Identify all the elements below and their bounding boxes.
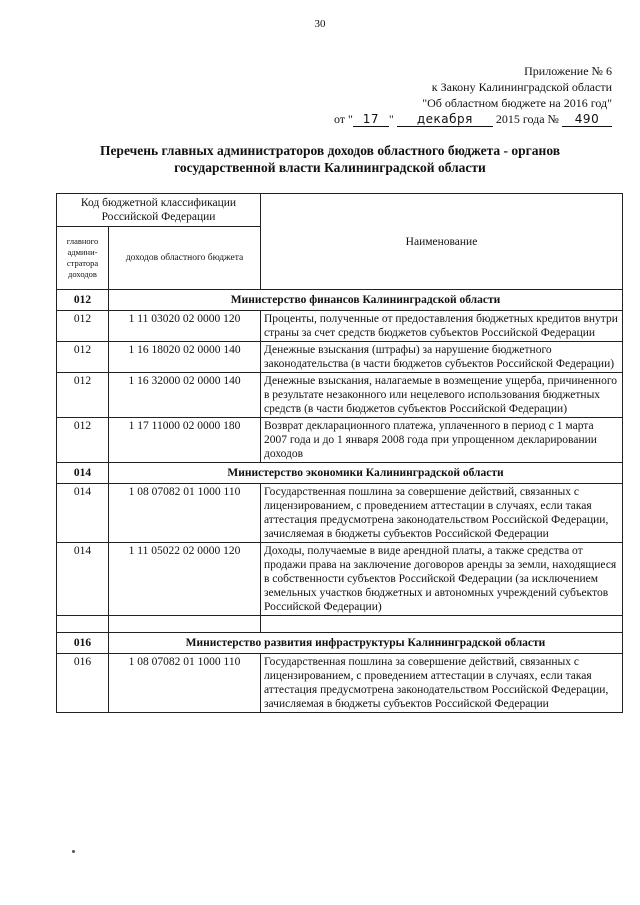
date-year: 2015 года № <box>495 112 559 126</box>
title-line-1: Перечень главных администраторов доходов областного бюджета - органов <box>99 143 561 158</box>
group-code: 014 <box>57 463 109 484</box>
header-name: Наименование <box>261 194 623 290</box>
administrators-table <box>56 193 623 713</box>
appendix-number: Приложение № 6 <box>524 64 612 78</box>
income-name-cell: Доходы, получаемые в виде арендной платы, а также средства от продажи права на заключение договоров аренды за земли, находящиеся в собственности субъектов Российской Федерации (за исключением земельных участков бюджетных и автономных учреждений субъектов Российской Федерации) <box>261 543 623 616</box>
income-name-cell: Возврат декларационного платежа, уплаченного в период с 1 марта 2007 года и до 1 января 2008 года при упрощенном декларировании доходов <box>261 418 623 463</box>
date-mid: " <box>388 112 394 126</box>
table-row <box>57 373 623 418</box>
admin-code-cell: 014 <box>57 484 109 543</box>
income-code-cell: 1 16 18020 02 0000 140 <box>109 342 261 373</box>
date-month: декабря <box>397 113 493 127</box>
spacer-cell <box>261 616 623 633</box>
group-code: 012 <box>57 290 109 311</box>
admin-code-cell: 012 <box>57 311 109 342</box>
date-day: 17 <box>353 113 389 127</box>
appendix-law: к Закону Калининградской области <box>431 80 612 94</box>
income-code-cell: 1 11 03020 02 0000 120 <box>109 311 261 342</box>
admin-code-cell: 016 <box>57 654 109 713</box>
admin-code-cell: 014 <box>57 543 109 616</box>
table-row <box>57 484 623 543</box>
group-name: Министерство финансов Калининградской области <box>109 290 623 311</box>
law-number: 490 <box>562 113 612 127</box>
appendix-date <box>334 111 612 127</box>
table-row <box>57 418 623 463</box>
table-row <box>57 342 623 373</box>
header-income: доходов областного бюджета <box>109 227 261 290</box>
appendix-law-title: "Об областном бюджете на 2016 год" <box>422 96 612 110</box>
spacer-cell <box>109 616 261 633</box>
income-name-cell: Государственная пошлина за совершение действий, связанных с лицензированием, с проведением аттестации в случаях, если такая аттестация предусмотрена законодательством Российской Федерации, зачисляемая в бюджеты субъектов Российской Федерации <box>261 654 623 713</box>
spacer-cell <box>57 616 109 633</box>
table-row <box>57 543 623 616</box>
income-code-cell: 1 11 05022 02 0000 120 <box>109 543 261 616</box>
table-row <box>57 654 623 713</box>
group-row <box>57 290 623 311</box>
scan-dot <box>72 850 75 853</box>
group-row <box>57 633 623 654</box>
group-code: 016 <box>57 633 109 654</box>
admin-code-cell: 012 <box>57 373 109 418</box>
group-name: Министерство экономики Калининградской области <box>109 463 623 484</box>
header-classification-code: Код бюджетной классификации Российской Федерации <box>57 194 261 227</box>
spacer-row <box>57 616 623 633</box>
group-name: Министерство развития инфраструктуры Калининградской области <box>109 633 623 654</box>
income-name-cell: Государственная пошлина за совершение действий, связанных с лицензированием, с проведением аттестации в случаях, если такая аттестация предусмотрена законодательством Российской Федерации, зачисляемая в бюджеты субъектов Российской Федерации <box>261 484 623 543</box>
document-title <box>40 142 620 176</box>
admin-code-cell: 012 <box>57 342 109 373</box>
table-row <box>57 311 623 342</box>
date-prefix: от " <box>333 112 353 126</box>
admin-code-cell: 012 <box>57 418 109 463</box>
page-number: 30 <box>314 18 326 30</box>
header-admin: главного админи-стратора доходов <box>57 227 109 290</box>
income-code-cell: 1 16 32000 02 0000 140 <box>109 373 261 418</box>
income-name-cell: Проценты, полученные от предоставления бюджетных кредитов внутри страны за счет средств бюджетов субъектов Российской Федерации <box>261 311 623 342</box>
income-code-cell: 1 17 11000 02 0000 180 <box>109 418 261 463</box>
income-code-cell: 1 08 07082 01 1000 110 <box>109 484 261 543</box>
income-name-cell: Денежные взыскания (штрафы) за нарушение бюджетного законодательства (в части бюджетов субъектов Российской Федерации) <box>261 342 623 373</box>
income-name-cell: Денежные взыскания, налагаемые в возмещение ущерба, причиненного в результате незаконного или нецелевого использования бюджетных средств (в части бюджетов субъектов Российской Федерации) <box>261 373 623 418</box>
group-row <box>57 463 623 484</box>
title-line-2: государственной власти Калининградской области <box>174 160 486 175</box>
appendix-header <box>334 63 612 127</box>
income-code-cell: 1 08 07082 01 1000 110 <box>109 654 261 713</box>
table-body <box>57 290 623 713</box>
